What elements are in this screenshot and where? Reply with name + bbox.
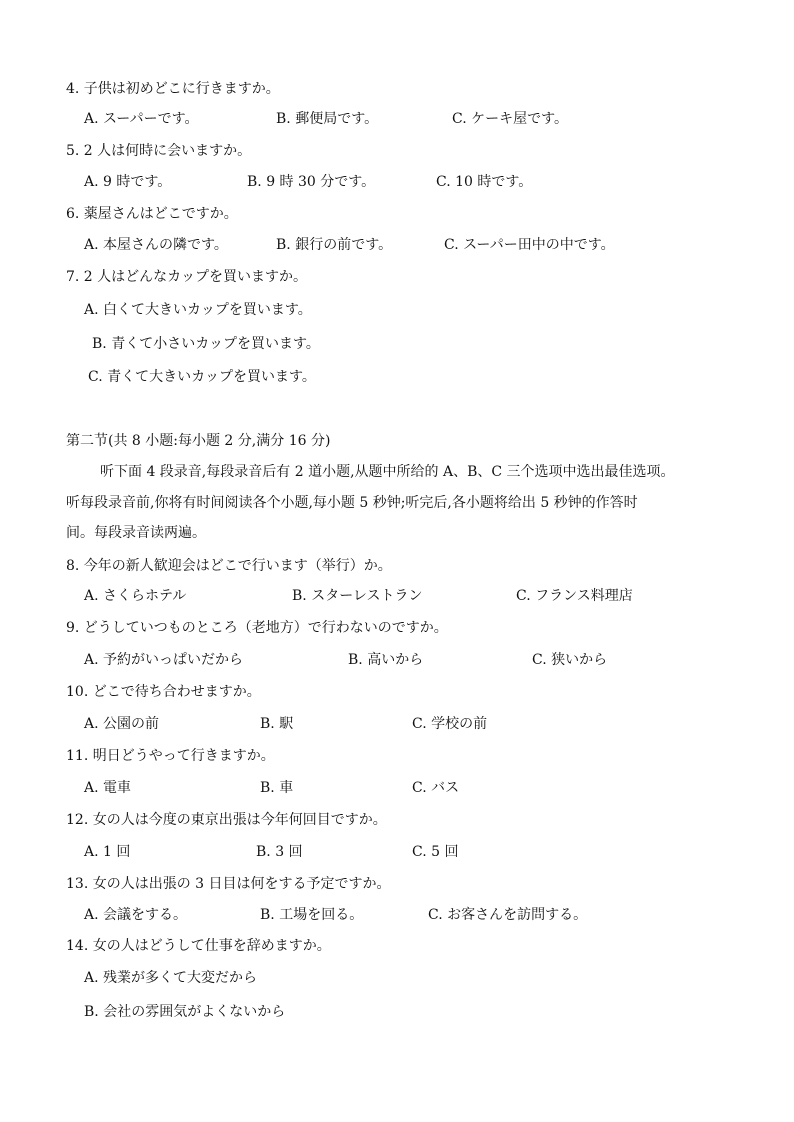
q13-option-c: C. お客さんを訪問する。 <box>428 907 588 923</box>
q8-option-c: C. フランス料理店 <box>516 588 633 604</box>
question-7: 7. 2 人はどんなカップを買いますか。 <box>66 269 308 285</box>
q8-option-a: A. さくらホテル <box>84 588 187 604</box>
q10-option-a: A. 公園の前 <box>84 716 160 732</box>
question-12: 12. 女の人は今度の東京出張は今年何回目ですか。 <box>66 812 387 828</box>
question-10: 10. どこで待ち合わせますか。 <box>66 684 261 700</box>
q12-option-a: A. 1 回 <box>84 844 131 860</box>
section-2-heading: 第二节(共 8 小题:每小题 2 分,满分 16 分) <box>66 433 331 449</box>
q9-option-b: B. 高いから <box>348 652 424 668</box>
question-13: 13. 女の人は出張の 3 日目は何をする予定ですか。 <box>66 876 391 892</box>
q5-option-a: A. 9 時です。 <box>84 174 172 190</box>
q7-option-a: A. 白くて大きいカップを買います。 <box>84 302 312 318</box>
q14-option-a: A. 残業が多くて大変だから <box>84 970 258 986</box>
q4-option-c: C. ケーキ屋です。 <box>452 111 568 127</box>
q14-option-b: B. 会社の雰囲気がよくないから <box>84 1004 286 1020</box>
q13-option-a: A. 会議をする。 <box>84 907 188 923</box>
q6-option-a: A. 本屋さんの隣です。 <box>84 237 228 253</box>
q6-option-b: B. 銀行の前です。 <box>276 237 393 253</box>
q5-option-c: C. 10 時です。 <box>436 174 533 190</box>
q11-option-b: B. 車 <box>260 780 294 796</box>
q4-option-a: A. スーパーです。 <box>84 111 199 127</box>
q10-option-b: B. 駅 <box>260 716 294 732</box>
q8-option-b: B. スターレストラン <box>292 588 423 604</box>
question-4: 4. 子供は初めどこに行きますか。 <box>66 81 280 97</box>
q4-option-b: B. 郵便局です。 <box>276 111 379 127</box>
q10-option-c: C. 学校の前 <box>412 716 488 732</box>
q12-option-c: C. 5 回 <box>412 844 459 860</box>
q5-option-b: B. 9 時 30 分です。 <box>247 174 376 190</box>
section-2-instruction-line-3: 间。每段录音读两遍。 <box>66 525 206 541</box>
q12-option-b: B. 3 回 <box>256 844 303 860</box>
q9-option-c: C. 狭いから <box>532 652 608 668</box>
q11-option-a: A. 電車 <box>84 780 132 796</box>
q13-option-b: B. 工場を回る。 <box>260 907 364 923</box>
question-14: 14. 女の人はどうして仕事を辞めますか。 <box>66 938 331 954</box>
q11-option-c: C. バス <box>412 780 460 796</box>
q7-option-b: B. 青くて小さいカップを買います。 <box>92 336 320 352</box>
question-5: 5. 2 人は何時に会いますか。 <box>66 143 252 159</box>
section-2-instruction-line-1: 听下面 4 段录音,每段录音后有 2 道小题,从题中所给的 A、B、C 三个选项中选出最佳选项。 <box>100 464 675 480</box>
section-2-instruction-line-2: 听每段录音前,你将有时间阅读各个小题,每小题 5 秒钟;听完后,各小题将给出 5 秒钟的作答时 <box>66 495 638 511</box>
q7-option-c: C. 青くて大きいカップを買います。 <box>88 369 316 385</box>
question-6: 6. 薬屋さんはどこですか。 <box>66 206 238 222</box>
q9-option-a: A. 予約がいっぱいだから <box>84 652 244 668</box>
q6-option-c: C. スーパー田中の中です。 <box>444 237 615 253</box>
question-8: 8. 今年の新人歓迎会はどこで行います（举行）か。 <box>66 558 392 574</box>
question-11: 11. 明日どうやって行きますか。 <box>66 748 275 764</box>
question-9: 9. どうしていつものところ（老地方）で行わないのですか。 <box>66 620 448 636</box>
